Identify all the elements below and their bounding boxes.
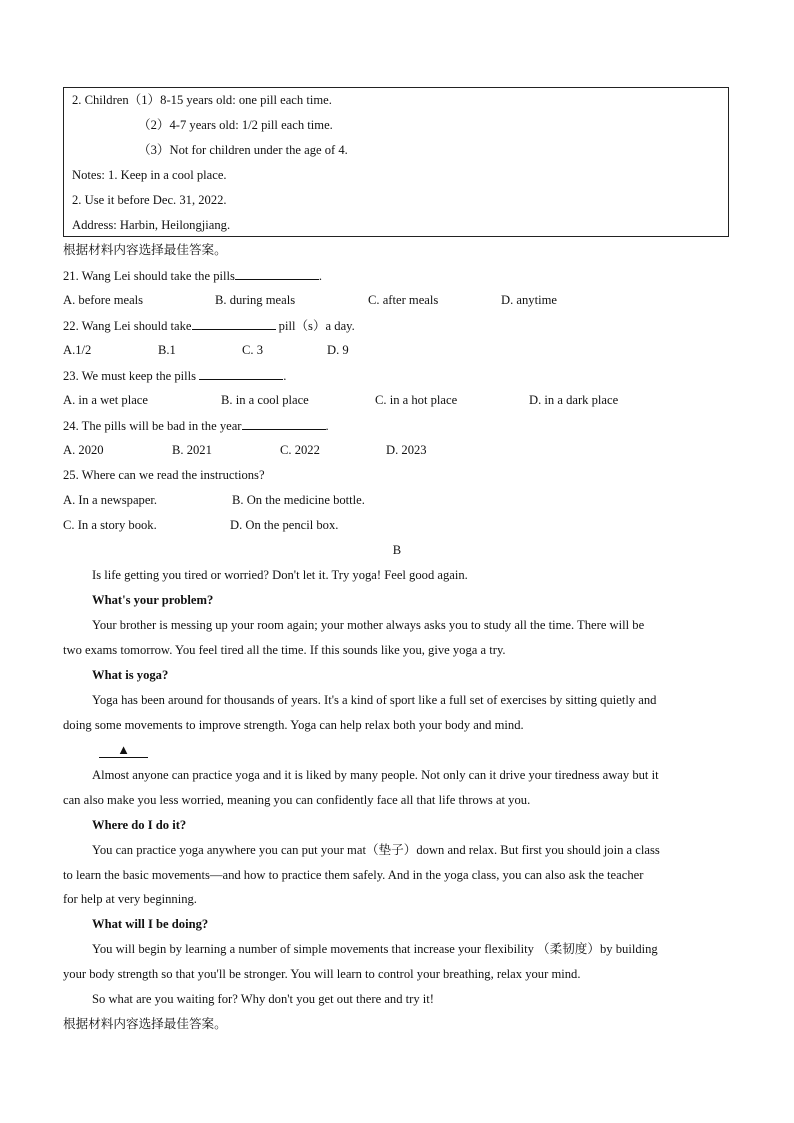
paragraph-1-line-2: two exams tomorrow. You feel tired all the time. If this sounds like you, give yoga a try. [63,643,506,657]
answer-blank [199,367,283,380]
question-stem-after: . [283,369,287,383]
q21-option-b: B. during meals [215,293,296,307]
blank-line [99,742,148,758]
question-stem-after: pill（s）a day. [275,319,355,333]
q22-option-b: B.1 [158,343,176,357]
question-23-stem [63,367,286,384]
question-stem-text: 24. The pills will be bad in the year [63,419,242,433]
q23-option-d: D. in a dark place [529,393,619,407]
paragraph-2-line-2: doing some movements to improve strength. Yoga can help relax both your body and mind. [63,718,524,732]
paragraph-5-line-2: your body strength so that you'll be stronger. You will learn to control your breathing, relax your mind. [63,967,581,981]
question-21-stem [63,267,322,284]
triangle-marker-icon: ▲ [117,742,130,757]
q24-option-b: B. 2021 [172,443,212,457]
q22-option-a: A.1/2 [63,343,92,357]
q23-option-a: A. in a wet place [63,393,148,407]
q22-option-d: D. 9 [327,343,349,357]
q24-option-c: C. 2022 [280,443,320,457]
use-before-line: 2. Use it before Dec. 31, 2022. [72,193,227,207]
question-stem-text: 22. Wang Lei should take [63,319,192,333]
instruction-a: 根据材料内容选择最佳答案。 [63,243,227,257]
heading-whats-your-problem: What's your problem? [92,593,214,607]
paragraph-3-line-1: Almost anyone can practice yoga and it is liked by many people. Not only can it drive your tiredness away but it [92,768,659,782]
paragraph-1-line-1: Your brother is messing up your room again; your mother always asks you to study all the time. There will be [92,618,645,632]
paragraph-5-line-1: You will begin by learning a number of simple movements that increase your flexibility （柔韧度）by building [92,942,658,956]
q21-option-d: D. anytime [501,293,557,307]
q23-option-c: C. in a hot place [375,393,458,407]
passage-b-label: B [392,543,402,557]
question-stem-after: . [325,419,329,433]
q24-option-a: A. 2020 [63,443,104,457]
paragraph-6: So what are you waiting for? Why don't you get out there and try it! [92,992,434,1006]
heading-what-is-yoga: What is yoga? [92,668,169,682]
q24-option-d: D. 2023 [386,443,427,457]
paragraph-4-line-2: to learn the basic movements—and how to practice them safely. And in the yoga class, you can also ask the teacher [63,868,644,882]
children-dosage-line3: （3）Not for children under the age of 4. [138,143,348,157]
question-stem-text: 21. Wang Lei should take the pills [63,269,235,283]
q25-option-c: C. In a story book. [63,518,157,532]
notes-line: Notes: 1. Keep in a cool place. [72,168,227,182]
children-dosage-line1: 2. Children（1）8-15 years old: one pill each time. [72,93,332,107]
passage-intro: Is life getting you tired or worried? Don't let it. Try yoga! Feel good again. [92,568,468,582]
paragraph-2-line-1: Yoga has been around for thousands of years. It's a kind of sport like a full set of exercises by sitting quietly and [92,693,657,707]
address-line: Address: Harbin, Heilongjiang. [72,218,231,232]
medicine-notice-box [63,87,729,237]
q21-option-c: C. after meals [368,293,439,307]
heading-where-do-i-do-it: Where do I do it? [92,818,187,832]
paragraph-3-line-2: can also make you less worried, meaning you can confidently face all that life throws at you. [63,793,531,807]
heading-what-will-i-be-doing: What will I be doing? [92,917,209,931]
q23-option-b: B. in a cool place [221,393,309,407]
paragraph-4-line-1: You can practice yoga anywhere you can put your mat（垫子）down and relax. But first you should join a class [92,843,660,857]
answer-blank [192,317,276,330]
paragraph-4-line-3: for help at very beginning. [63,892,197,906]
q25-option-a: A. In a newspaper. [63,493,158,507]
instruction-b: 根据材料内容选择最佳答案。 [63,1017,227,1031]
answer-blank [242,417,326,430]
question-stem-after: . [318,269,323,283]
question-stem-text: 23. We must keep the pills [63,369,200,383]
q25-option-d: D. On the pencil box. [230,518,339,532]
question-24-stem [63,417,329,434]
q21-option-a: A. before meals [63,293,144,307]
children-dosage-line2: （2）4-7 years old: 1/2 pill each time. [138,118,333,132]
missing-heading-blank [99,742,148,758]
q25-option-b: B. On the medicine bottle. [232,493,365,507]
question-25-stem: 25. Where can we read the instructions? [63,468,265,482]
answer-blank [235,267,319,280]
question-22-stem [63,317,355,334]
q22-option-c: C. 3 [242,343,263,357]
